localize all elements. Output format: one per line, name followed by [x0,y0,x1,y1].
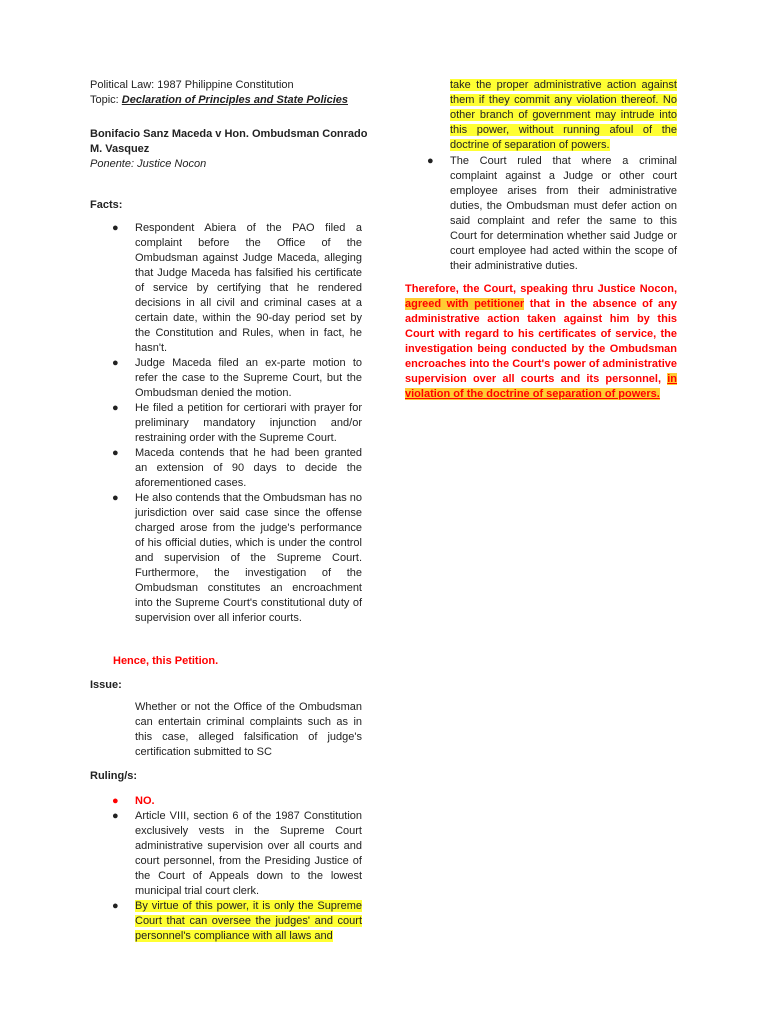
document-header [90,78,362,108]
bullet-icon: ● [112,357,119,369]
subject-line: Political Law: 1987 Philippine Constitution [90,79,294,91]
petition-line: Hence, this Petition. [113,655,219,667]
ruling-heading: Ruling/s: [90,770,138,782]
highlighted-phrase: agreed with petitioner [405,298,525,310]
bullet-icon: ● [112,447,119,459]
bullet-icon: ● [427,155,434,167]
ponente-line: Ponente: Justice Nocon [90,158,207,170]
list-item: ● Article VIII, section 6 of the 1987 Constitution exclusively vests in the Supreme Court administrative supervision over all courts and court personnel, from the Presiding Justice of the Court of Appeals down to the lowest municipal trial court clerk. [112,810,362,897]
list-item: ● Maceda contends that he had been granted an extension of 90 days to decide the aforementioned cases. [112,447,362,489]
list-item: ● He filed a petition for certiorari with prayer for preliminary mandatory injunction and/or restraining order with the Supreme Court. [112,402,362,444]
ruling-list-continued [405,154,677,274]
bullet-icon: ● [112,795,119,807]
bullet-icon: ● [112,810,119,822]
bullet-icon: ● [112,900,119,912]
facts-heading: Facts: [90,199,123,211]
case-title: Bonifacio Sanz Maceda v Hon. Ombudsman Conrado M. Vasquez [90,128,368,155]
facts-list [90,221,362,626]
topic-line [90,93,362,108]
list-item [90,794,362,809]
list-item: ● Respondent Abiera of the PAO filed a complaint before the Office of the Ombudsman against Judge Maceda, alleging that Judge Maceda has falsified his certificate of service by certifying that he rendered decisions in all civil and criminal cases at a certain date, within the 90-day period set by the Constitution and Rules, when in fact, he hasn't. [112,222,362,354]
list-item: ● The Court ruled that where a criminal complaint against a Judge or other court employee arises from their administrative duties, the Ombudsman must defer action on said complaint and refer the same to this Court for determination whether said Judge or court employee had acted within the scope of their administrative duties. [427,155,677,272]
ruling-list [90,794,362,944]
ruling-answer: NO. [135,795,155,807]
highlighted-ruling-text: By virtue of this power, it is only the Supreme Court that can oversee the judges' and court personnel's compliance with all laws and [135,900,362,942]
issue-text: Whether or not the Office of the Ombudsman can entertain criminal complaints such as in this case, alleged falsification of judge's certification submitted to SC [135,701,362,758]
bullet-icon: ● [112,402,119,414]
ruling-continuation: take the proper administrative action against them if they commit any violation thereof. No other branch of government may intrude into this power, without running afoul of the doctrine of separation of powers. [450,79,677,151]
list-item: ● He also contends that the Ombudsman has no jurisdiction over said case since the offense charged arose from the judge's performance of his official duties, which is under the control and supervision of the Supreme Court. Furthermore, the investigation of the Ombudsman constitutes an encroachment into the Supreme Court's constitutional duty of supervision over all inferior courts. [112,492,362,624]
topic-value: Declaration of Principles and State Policies [121,94,348,106]
list-item [90,899,362,944]
topic-label: Topic: [90,94,122,106]
issue-heading: Issue: [90,679,122,691]
list-item: ● Judge Maceda filed an ex-parte motion to refer the case to the Supreme Court, but the Ombudsman denied the motion. [112,357,362,399]
conclusion-paragraph: Therefore, the Court, speaking thru Justice Nocon, agreed with petitioner that in the absence of any administrative action taken against him by this Court with regard to his certificates of service, the investigation being conducted by the Ombudsman encroaches into the Court's power of administrative supervision over all courts and its personnel, in violation of the doctrine of separation of powers. [405,283,677,400]
highlighted-doctrine: in violation of the doctrine of separation of powers. [405,373,677,400]
bullet-icon: ● [112,222,119,234]
bullet-icon: ● [112,492,119,504]
